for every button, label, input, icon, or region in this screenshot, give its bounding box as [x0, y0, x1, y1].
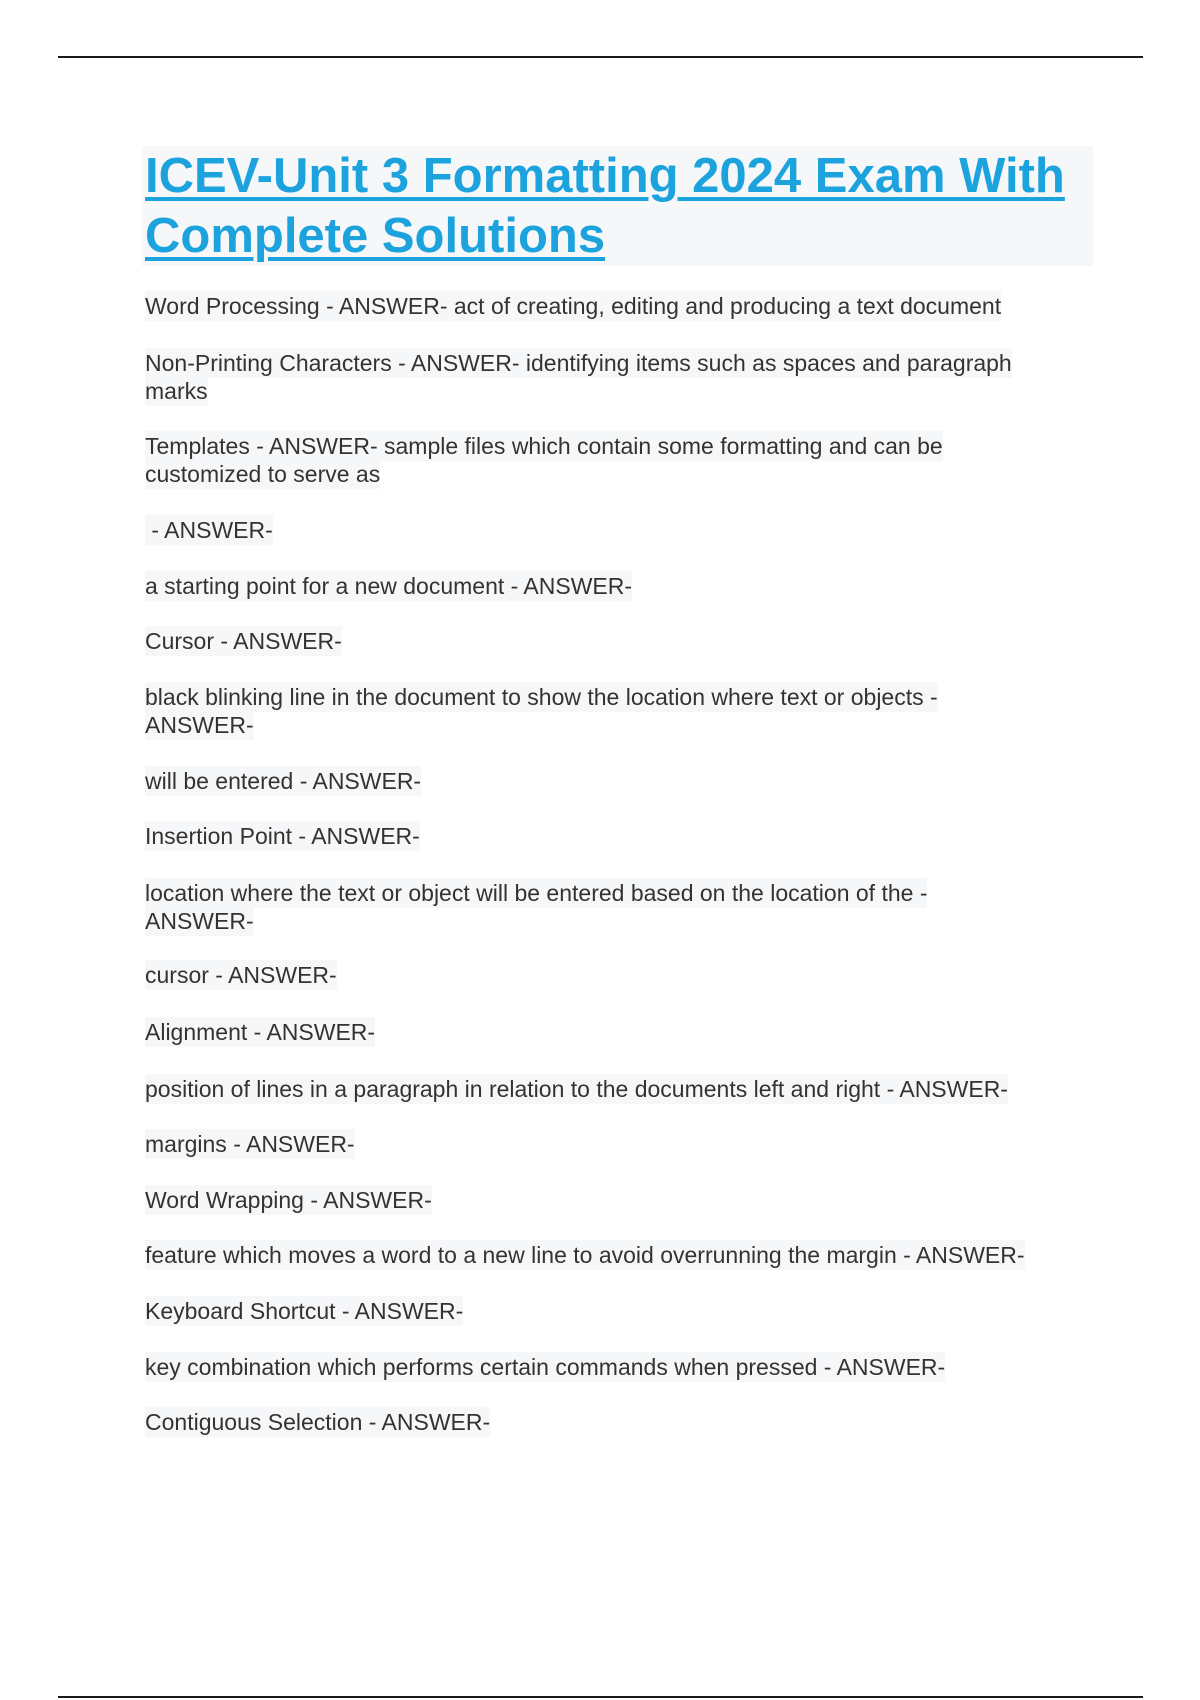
qa-line-will-be-entered: will be entered - ANSWER- — [145, 768, 422, 794]
qa-line-location-where: location where the text or object will be entered based on the location of the - ANSWER- — [145, 880, 928, 934]
top-rule — [58, 56, 1143, 58]
qa-line-word-processing: Word Processing - ANSWER- act of creating, editing and producing a text document — [145, 293, 1002, 319]
qa-line-alignment: Alignment - ANSWER- — [145, 1019, 376, 1045]
qa-line-keyboard-shortcut: Keyboard Shortcut - ANSWER- — [145, 1298, 464, 1324]
document-title-link[interactable]: ICEV-Unit 3 Formatting 2024 Exam With Complete Solutions — [145, 149, 1065, 263]
qa-line-word-wrapping: Word Wrapping - ANSWER- — [145, 1187, 432, 1213]
qa-line-cursor: Cursor - ANSWER- — [145, 628, 342, 654]
qa-line-feature-moves-word: feature which moves a word to a new line to avoid overrunning the margin - ANSWER- — [145, 1242, 1025, 1268]
qa-line-cursor-lower: cursor - ANSWER- — [145, 962, 337, 988]
qa-line-contiguous-selection: Contiguous Selection - ANSWER- — [145, 1409, 491, 1435]
qa-line-templates: Templates - ANSWER- sample files which contain some formatting and can be customized to serve as — [145, 433, 943, 487]
qa-line-starting-point: a starting point for a new document - ANSWER- — [145, 573, 633, 599]
qa-line-key-combination: key combination which performs certain commands when pressed - ANSWER- — [145, 1354, 946, 1380]
qa-line-non-printing-characters: Non-Printing Characters - ANSWER- identifying items such as spaces and paragraph marks — [145, 350, 1012, 404]
qa-line-insertion-point: Insertion Point - ANSWER- — [145, 823, 420, 849]
qa-line-black-blinking-line: black blinking line in the document to show the location where text or objects - ANSWER- — [145, 684, 938, 738]
qa-line-answer-blank: - ANSWER- — [145, 517, 273, 543]
qa-line-position-of-lines: position of lines in a paragraph in relation to the documents left and right - ANSWER- — [145, 1076, 1008, 1102]
qa-line-margins: margins - ANSWER- — [145, 1131, 355, 1157]
bottom-rule — [58, 1696, 1143, 1698]
